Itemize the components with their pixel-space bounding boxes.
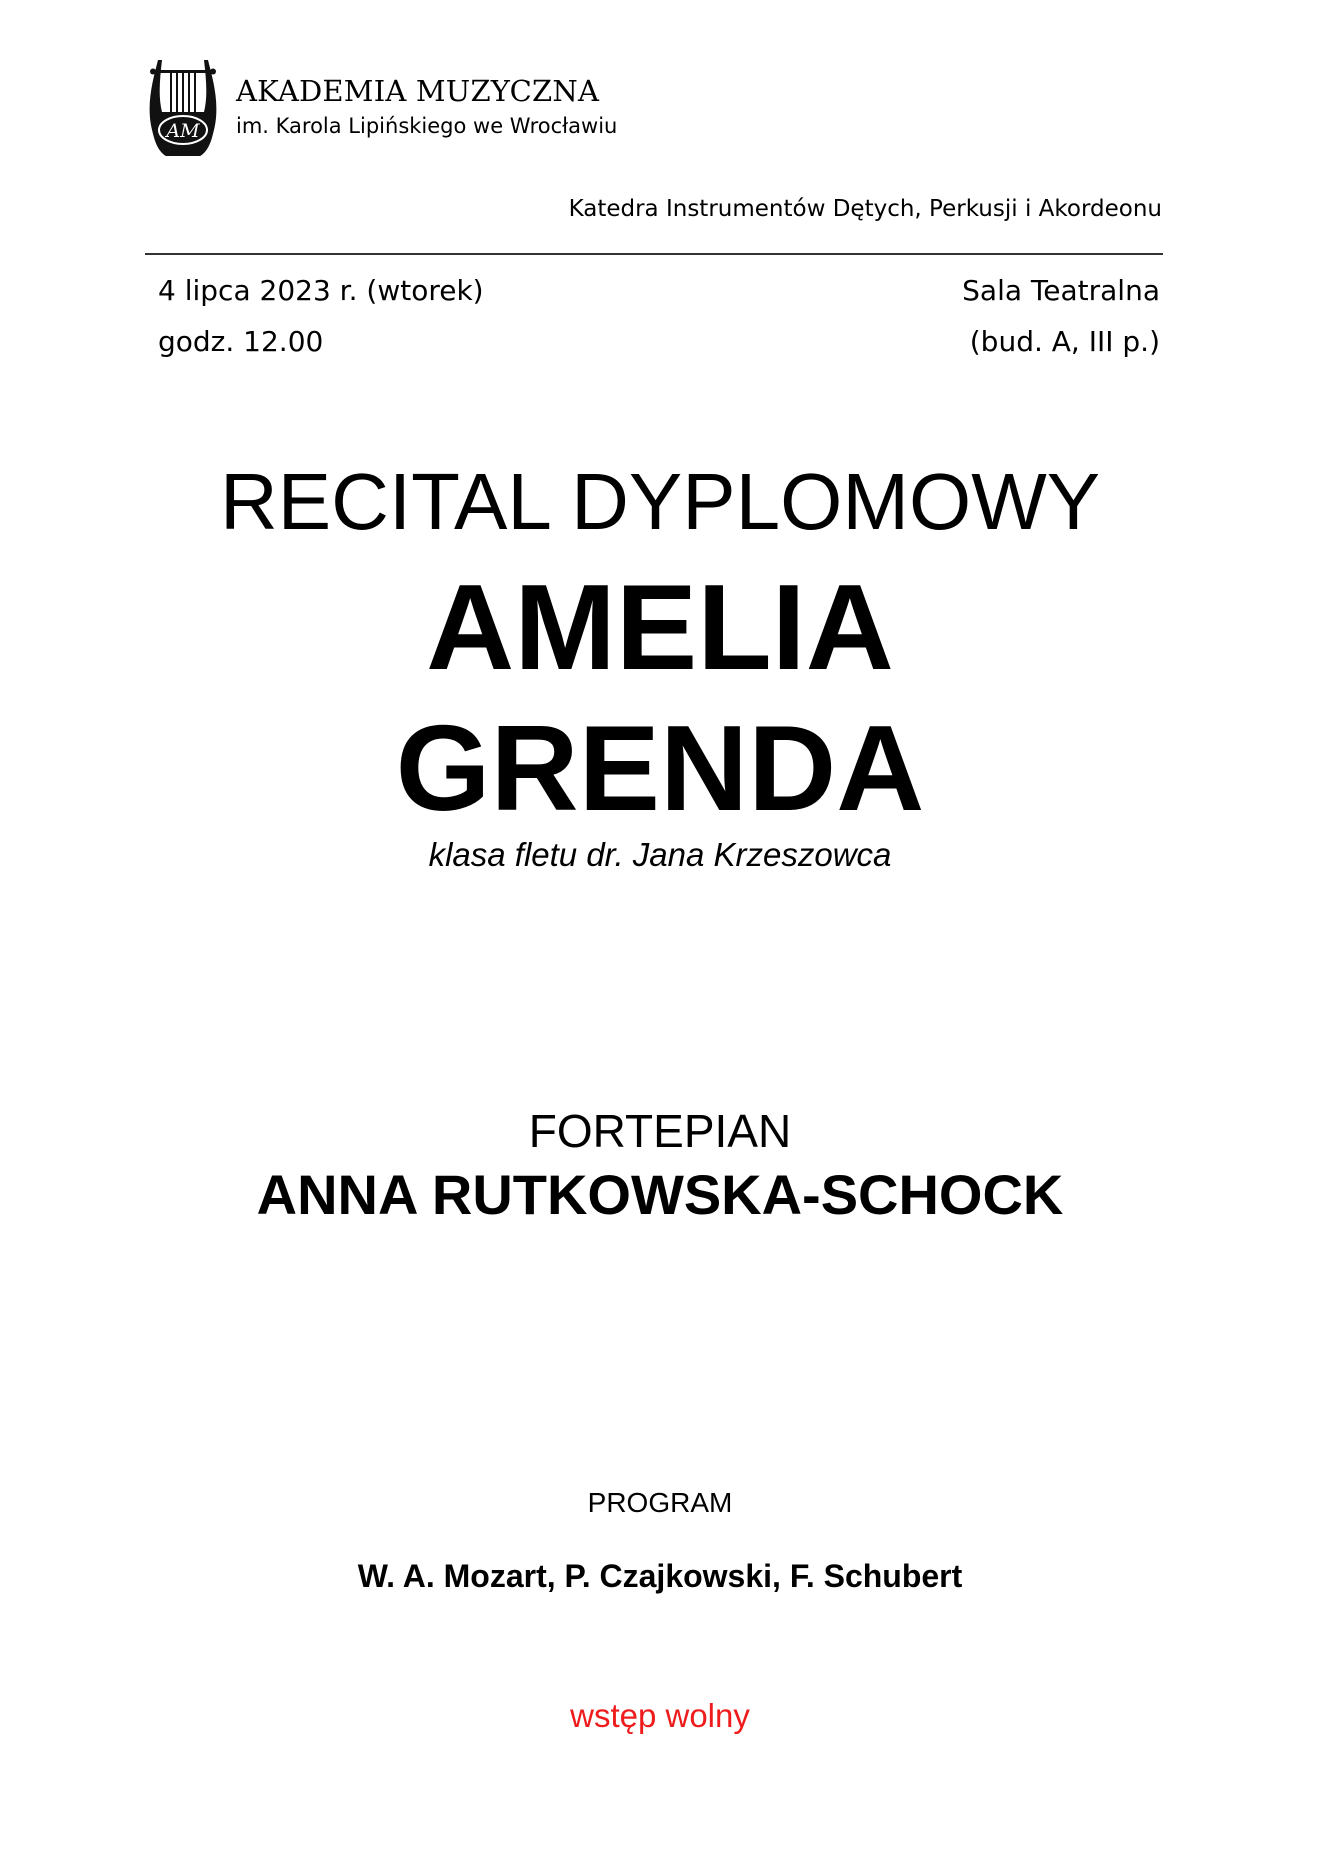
organization-subtitle: im. Karola Lipińskiego we Wrocławiu — [236, 114, 618, 138]
performer-last-name: GRENDA — [395, 700, 925, 836]
event-time: godz. 12.00 — [158, 325, 324, 358]
accompanist-instrument: FORTEPIAN — [528, 1105, 792, 1157]
event-venue-detail: (bud. A, III p.) — [969, 325, 1160, 358]
accompanist-name: ANNA RUTKOWSKA-SCHOCK — [256, 1163, 1064, 1226]
entry-note: wstęp wolny — [570, 1697, 750, 1734]
svg-text:AM: AM — [166, 120, 200, 142]
event-date: 4 lipca 2023 r. (wtorek) — [158, 274, 484, 307]
performer-first-name: AMELIA — [426, 559, 894, 695]
program-composers: W. A. Mozart, P. Czajkowski, F. Schubert — [357, 1558, 963, 1594]
program-heading: PROGRAM — [587, 1487, 733, 1518]
lyre-emblem-icon — [146, 56, 220, 158]
department-name: Katedra Instrumentów Dętych, Perkusji i Akordeonu — [568, 196, 1162, 222]
organization-name: AKADEMIA MUZYCZNA — [236, 74, 600, 108]
event-venue: Sala Teatralna — [962, 274, 1160, 307]
recital-title: RECITAL DYPLOMOWY — [219, 457, 1101, 546]
header-divider — [145, 253, 1163, 255]
class-info: klasa fletu dr. Jana Krzeszowca — [428, 836, 892, 873]
